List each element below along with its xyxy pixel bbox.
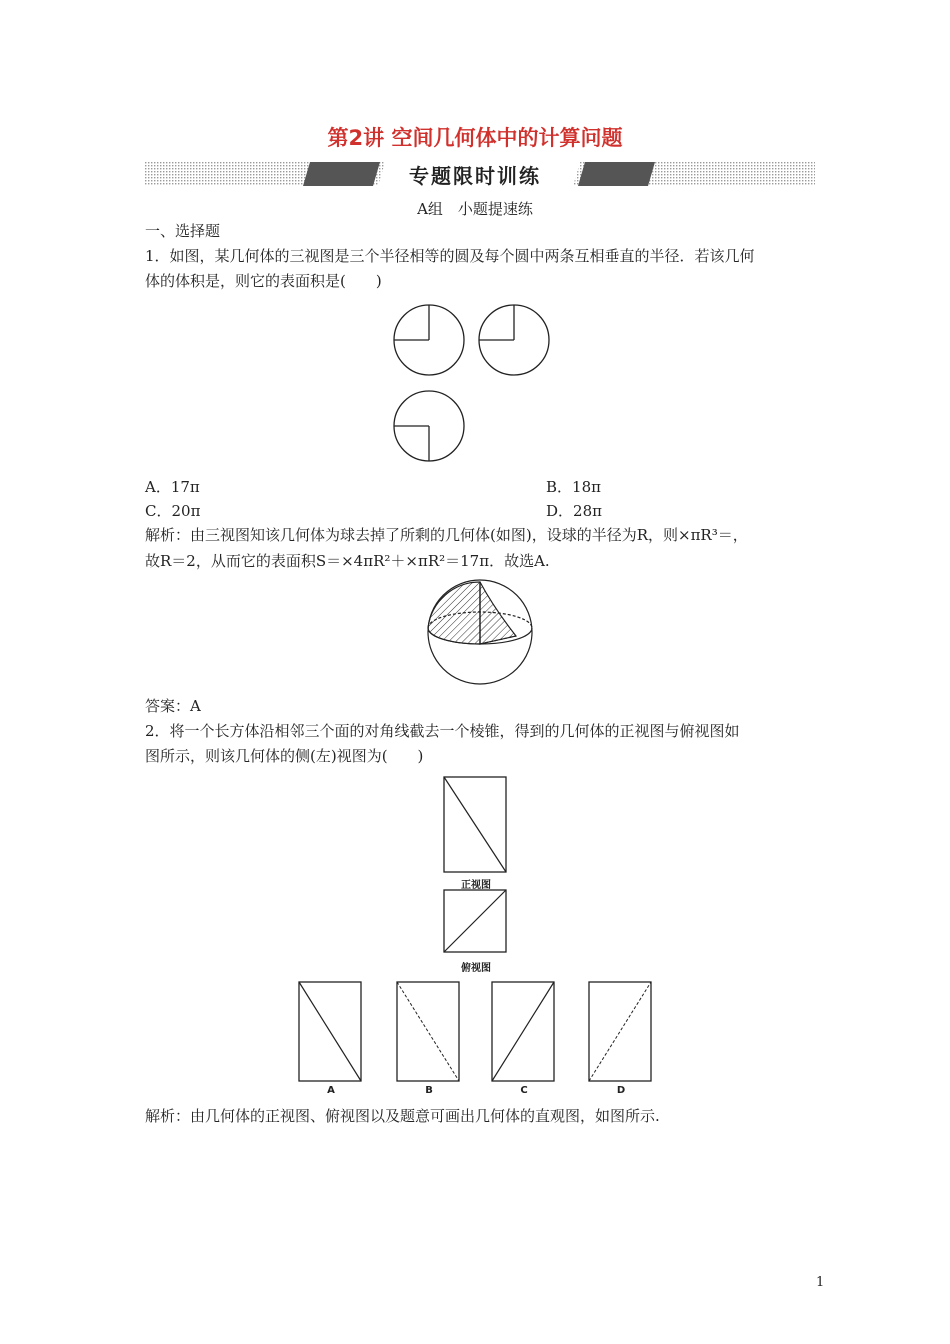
group-heading: A组 小题提速练	[417, 200, 533, 218]
q2-choice-d-figure	[588, 981, 654, 1083]
q1-option-c: C．20π	[145, 502, 201, 520]
q1-three-view-figure	[385, 298, 555, 468]
choice-d-label: D	[616, 1085, 626, 1096]
q2-choice-c-figure	[491, 981, 557, 1083]
banner-title: 专题限时训练	[409, 164, 541, 188]
page-number: 1	[816, 1275, 825, 1290]
q2-front-view	[443, 776, 509, 874]
top-view-caption: 俯视图	[461, 963, 491, 974]
q2-top-view	[443, 889, 509, 955]
q1-analysis-line1: 解析：由三视图知该几何体为球去掉了所剩的几何体(如图)，设球的半径为R，则×πR³＝，	[145, 526, 748, 544]
q2-text-line2: 图所示，则该几何体的侧(左)视图为( )	[145, 747, 424, 765]
choice-c-label: C	[520, 1085, 528, 1096]
section-heading: 一、选择题	[145, 222, 221, 240]
q2-analysis: 解析：由几何体的正视图、俯视图以及题意可画出几何体的直观图，如图所示.	[145, 1107, 660, 1125]
q1-text-line2: 体的体积是，则它的表面积是( )	[145, 272, 382, 290]
choice-a-label: A	[327, 1085, 335, 1096]
front-view-caption: 正视图	[461, 880, 491, 891]
q1-analysis-line2: 故R＝2，从而它的表面积S＝×4πR²＋×πR²＝17π．故选A.	[145, 552, 550, 570]
q1-answer: 答案：A	[145, 697, 201, 715]
choice-b-label: B	[425, 1085, 433, 1096]
q1-option-b: B．18π	[546, 478, 601, 496]
q2-choice-b-figure	[396, 981, 462, 1083]
q1-sphere-figure	[420, 578, 540, 688]
q1-option-a: A．17π	[145, 478, 200, 496]
q1-option-d: D．28π	[546, 502, 602, 520]
page-title: 第2讲 空间几何体中的计算问题	[327, 126, 623, 150]
q2-choice-a-figure	[298, 981, 364, 1083]
q1-text-line1: 1．如图，某几何体的三视图是三个半径相等的圆及每个圆中两条互相垂直的半径．若该几何	[145, 247, 755, 265]
q2-text-line1: 2．将一个长方体沿相邻三个面的对角线截去一个棱锥，得到的几何体的正视图与俯视图如	[145, 722, 740, 740]
